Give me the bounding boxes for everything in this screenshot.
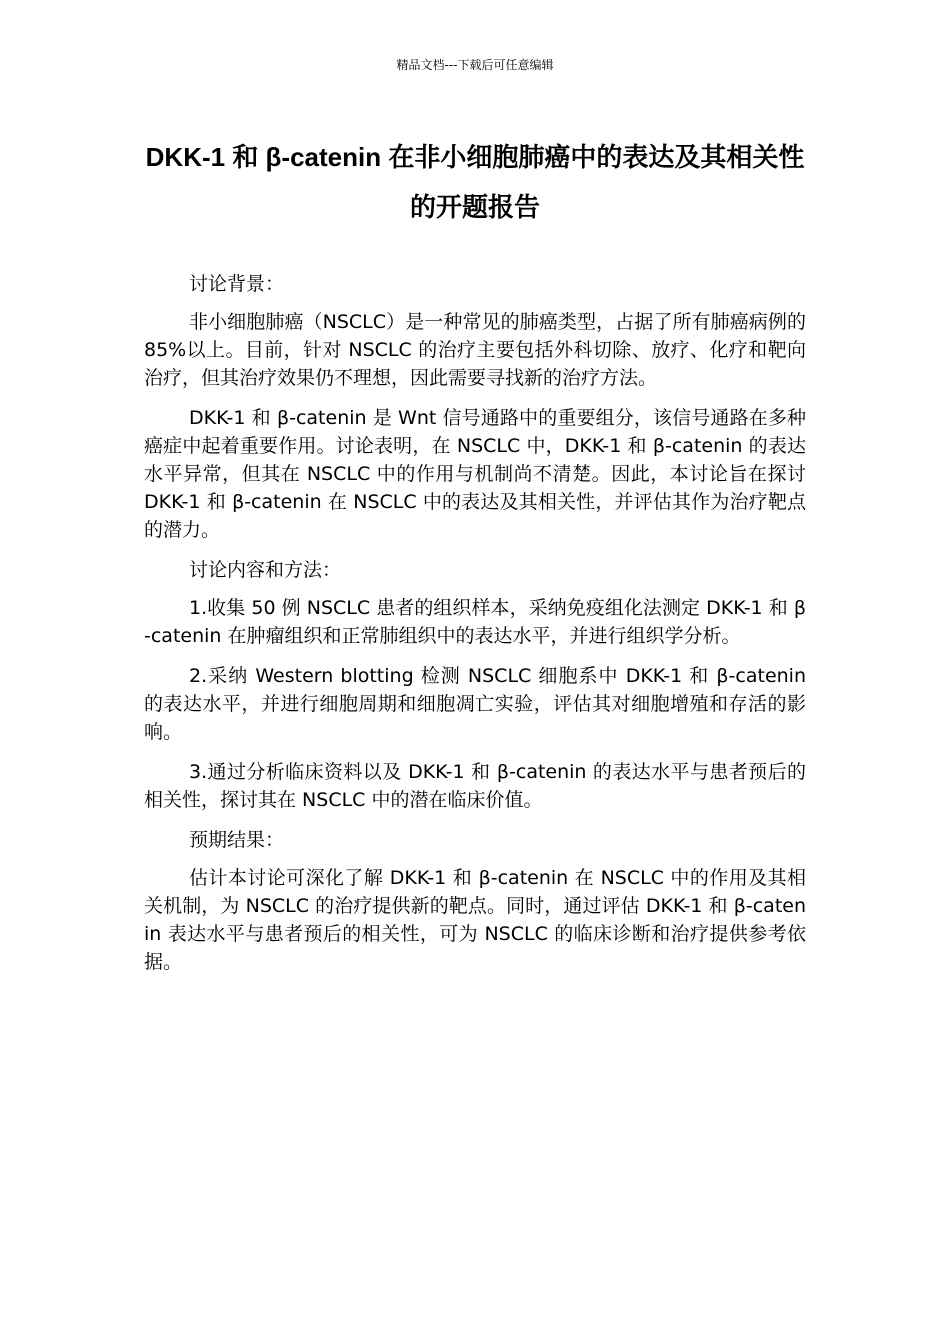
section-heading-background: 讨论背景： <box>189 273 285 295</box>
document-title: DKK-1 和 β-catenin 在非小细胞肺癌中的表达及其相关性的开题报告 <box>145 142 805 222</box>
paragraph-method-1: 1.收集 50 例 NSCLC 患者的组织样本，采纳免疫组化法测定 DKK-1 和 β-catenin 在肿瘤组织和正常肺组织中的表达水平，并进行组织学分析。 <box>144 597 806 647</box>
paragraph-dkk1-wnt: DKK-1 和 β-catenin 是 Wnt 信号通路中的重要组分，该信号通路在多种癌症中起着重要作用。讨论表明，在 NSCLC 中，DKK-1 和 β-catenin 的表达水平异常，但其在 NSCLC 中的作用与机制尚不清楚。因此，本讨论旨在探讨 DKK-1 和 β-catenin 在 NSCLC 中的表达及其相关性，并评估其作为治疗靶点的潜力。 <box>144 407 806 541</box>
paragraph-expected-results: 估计本讨论可深化了解 DKK-1 和 β-catenin 在 NSCLC 中的作用及其相关机制，为 NSCLC 的治疗提供新的靶点。同时，通过评估 DKK-1 和 β-catenin 表达水平与患者预后的相关性，可为 NSCLC 的临床诊断和治疗提供参考依据。 <box>144 867 806 973</box>
paragraph-nsclc-intro: 非小细胞肺癌（NSCLC）是一种常见的肺癌类型，占据了所有肺癌病例的 85%以上。目前，针对 NSCLC 的治疗主要包括外科切除、放疗、化疗和靶向治疗，但其治疗效果仍不理想，因此需要寻找新的治疗方法。 <box>144 311 806 389</box>
header-note: 精品文档---下载后可任意编辑 <box>396 58 554 72</box>
document-body <box>144 270 806 988</box>
paragraph-method-2: 2.采纳 Western blotting 检测 NSCLC 细胞系中 DKK-1 和 β-catenin 的表达水平，并进行细胞周期和细胞凋亡实验，评估其对细胞增殖和存活的影响。 <box>144 665 806 743</box>
paragraph-method-3: 3.通过分析临床资料以及 DKK-1 和 β-catenin 的表达水平与患者预后的相关性，探讨其在 NSCLC 中的潜在临床价值。 <box>144 761 806 811</box>
section-heading-methods: 讨论内容和方法： <box>189 559 342 581</box>
section-heading-expected-results: 预期结果： <box>189 829 285 851</box>
